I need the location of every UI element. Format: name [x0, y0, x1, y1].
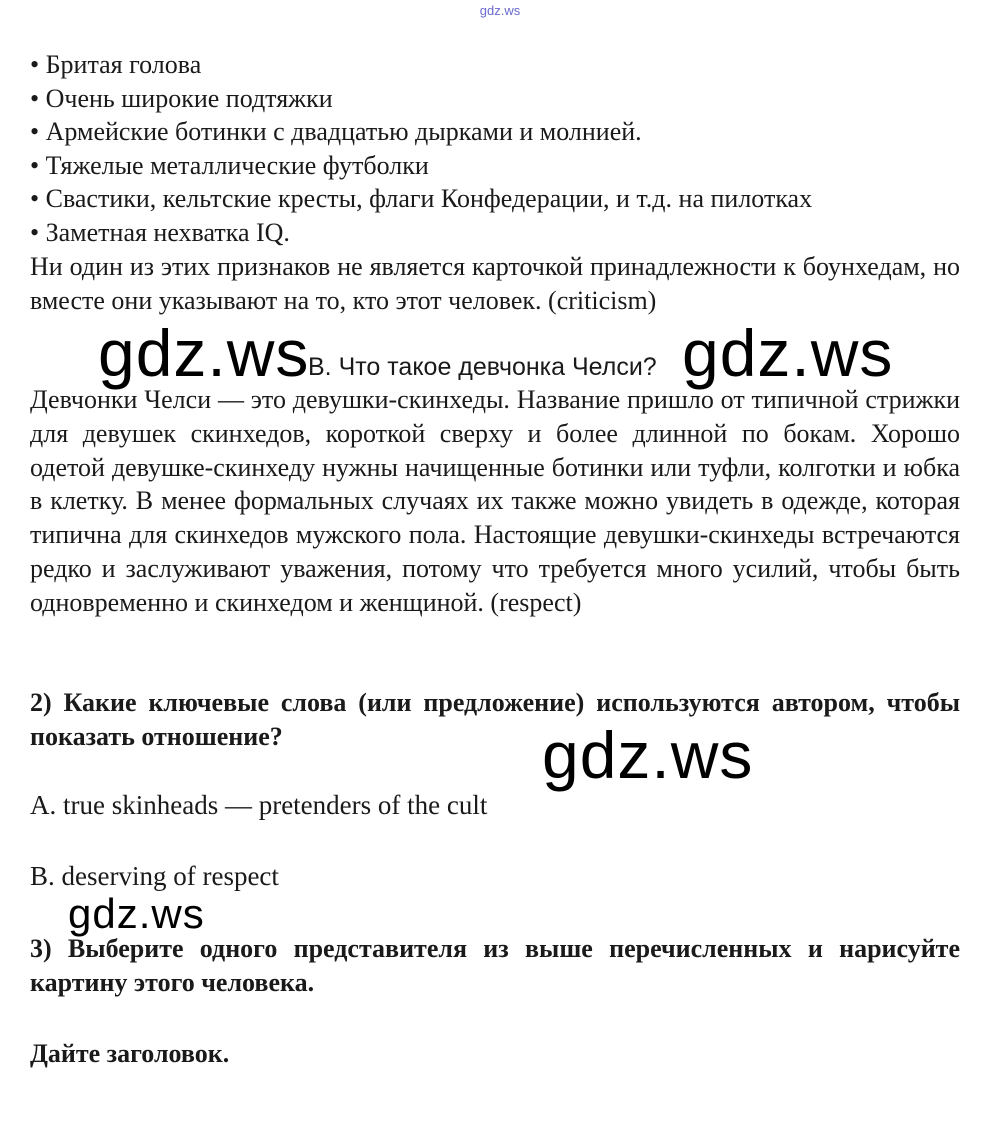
paragraph-criticism: Ни один из этих признаков не является карточкой принадлежности к боунхедам, но вместе они указывают на то, кто этот человек. (criticism) [30, 252, 960, 315]
watermark-left: gdz.ws [98, 316, 310, 390]
subquestion-b: В. Что такое девчонка Челси? [308, 353, 657, 381]
watermark-top: gdz.ws [479, 3, 521, 18]
watermark-middle: gdz.ws [542, 718, 754, 792]
question-3: 3) Выберите одного представителя из выше перечисленных и нарисуйте картину этого человека. [30, 934, 960, 997]
bullet-item: • Бритая голова [30, 50, 202, 79]
task-title: Дайте заголовок. [30, 1039, 230, 1068]
bullet-item: • Свастики, кельтские кресты, флаги Конфедерации, и т.д. на пилотках [30, 184, 813, 213]
bullet-item: • Заметная нехватка IQ. [30, 218, 290, 247]
bullet-item: • Тяжелые металлические футболки [30, 151, 429, 180]
watermark-lower-left: gdz.ws [68, 890, 205, 937]
answer-a: A. true skinheads — pretenders of the cult [30, 790, 488, 820]
answer-b: B. deserving of respect [30, 861, 279, 891]
bullet-item: • Очень широкие подтяжки [30, 84, 333, 113]
bullet-item: • Армейские ботинки с двадцатью дырками и молнией. [30, 117, 642, 146]
watermark-right: gdz.ws [682, 316, 894, 390]
document-page [30, 0, 960, 1141]
paragraph-respect: Девчонки Челси — это девушки-скинхеды. Название пришло от типичной стрижки для девушек скинхедов, короткой сверху и более длинной по бокам. Хорошо одетой девушке-скинхеду нужны начищенные ботинки или туфли, колготки и юбка в клетку. В менее формальных случаях их также можно увидеть в одежде, которая типична для скинхедов мужского пола. Настоящие девушки-скинхеды встречаются редко и заслуживают уважения, потому что требуется много усилий, чтобы быть одновременно и скинхедом и женщиной. (respect) [30, 385, 960, 617]
question-2: 2) Какие ключевые слова (или предложение) используются автором, чтобы показать отношение? [30, 688, 960, 751]
